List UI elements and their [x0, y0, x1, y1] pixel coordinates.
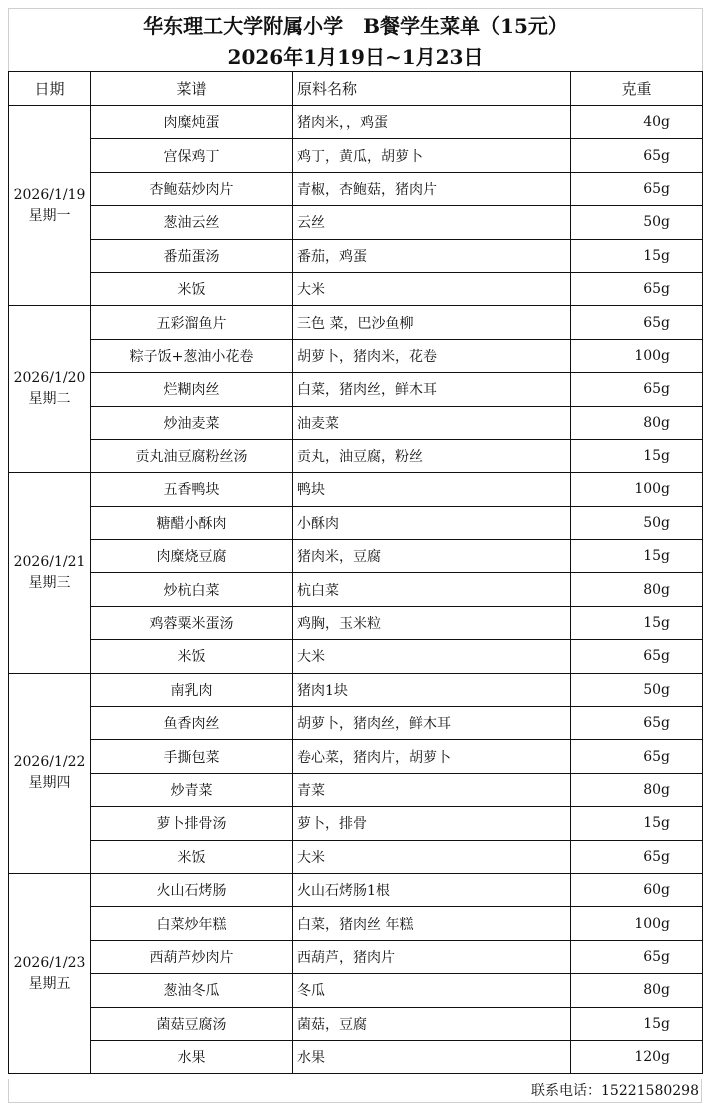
weight: 50g [571, 506, 703, 539]
ingredients: 鸡丁，黄瓜，胡萝卜 [293, 139, 571, 172]
weight: 65g [571, 272, 703, 305]
weight: 15g [571, 439, 703, 472]
dish-name: 杏鲍菇炒肉片 [91, 172, 293, 205]
header-dish: 菜谱 [91, 72, 293, 106]
contact-phone: 联系电话：15221580298 [8, 1079, 702, 1103]
day-weekday: 星期一 [28, 207, 71, 224]
dish-name: 鱼香肉丝 [91, 707, 293, 740]
dish-name: 肉糜烧豆腐 [91, 540, 293, 573]
table-row [9, 940, 703, 973]
dish-name: 炒杭白菜 [91, 573, 293, 606]
ingredients: 猪肉米，豆腐 [293, 540, 571, 573]
dish-name: 宫保鸡丁 [91, 139, 293, 172]
dish-name: 米饭 [91, 640, 293, 673]
day-date-cell [9, 673, 91, 873]
table-row [9, 673, 703, 706]
table-row [9, 506, 703, 539]
weight: 100g [571, 473, 703, 506]
ingredients: 三色 菜，巴沙鱼柳 [293, 306, 571, 339]
dish-name: 烂糊肉丝 [91, 373, 293, 406]
dish-name: 南乳肉 [91, 673, 293, 706]
ingredients: 胡萝卜，猪肉丝，鲜木耳 [293, 707, 571, 740]
ingredients: 大米 [293, 640, 571, 673]
ingredients: 云丝 [293, 206, 571, 239]
table-row [9, 239, 703, 272]
dish-name: 火山石烤肠 [91, 873, 293, 906]
ingredients: 鸡胸，玉米粒 [293, 606, 571, 639]
weight: 15g [571, 606, 703, 639]
weight: 100g [571, 339, 703, 372]
table-row [9, 406, 703, 439]
menu-title: 华东理工大学附属小学 B餐学生菜单（15元） [9, 9, 703, 41]
table-row [9, 773, 703, 806]
table-row [9, 172, 703, 205]
header-date: 日期 [9, 72, 91, 106]
ingredients: 菌菇，豆腐 [293, 1007, 571, 1040]
weight: 65g [571, 172, 703, 205]
weight: 15g [571, 540, 703, 573]
table-row [9, 974, 703, 1007]
day-date: 2026/1/22 [13, 754, 86, 771]
weight: 80g [571, 773, 703, 806]
dish-name: 五香鸭块 [91, 473, 293, 506]
table-row [9, 439, 703, 472]
table-row [9, 339, 703, 372]
weight: 120g [571, 1040, 703, 1073]
table-row [9, 573, 703, 606]
day-date-cell [9, 306, 91, 473]
table-row [9, 873, 703, 906]
table-row [9, 272, 703, 305]
table-row [9, 473, 703, 506]
ingredients: 胡萝卜，猪肉米，花卷 [293, 339, 571, 372]
ingredients: 水果 [293, 1040, 571, 1073]
table-row [9, 807, 703, 840]
table-row [9, 707, 703, 740]
table-row [9, 640, 703, 673]
weight: 65g [571, 306, 703, 339]
ingredients: 贡丸，油豆腐，粉丝 [293, 439, 571, 472]
ingredients: 杭白菜 [293, 573, 571, 606]
dish-name: 米饭 [91, 840, 293, 873]
ingredients: 青椒，杏鲍菇，猪肉片 [293, 172, 571, 205]
weight: 65g [571, 707, 703, 740]
dish-name: 萝卜排骨汤 [91, 807, 293, 840]
dish-name: 葱油云丝 [91, 206, 293, 239]
weight: 80g [571, 406, 703, 439]
weight: 80g [571, 974, 703, 1007]
weight: 65g [571, 740, 703, 773]
weight: 65g [571, 840, 703, 873]
dish-name: 番茄蛋汤 [91, 239, 293, 272]
weight: 50g [571, 206, 703, 239]
weight: 65g [571, 640, 703, 673]
dish-name: 手撕包菜 [91, 740, 293, 773]
dish-name: 西葫芦炒肉片 [91, 940, 293, 973]
weight: 80g [571, 573, 703, 606]
ingredients: 冬瓜 [293, 974, 571, 1007]
dish-name: 五彩溜鱼片 [91, 306, 293, 339]
dish-name: 米饭 [91, 272, 293, 305]
ingredients: 大米 [293, 272, 571, 305]
ingredients: 猪肉米，，鸡蛋 [293, 106, 571, 139]
header-ingredients: 原料名称 [293, 72, 571, 106]
table-row [9, 206, 703, 239]
table-row [9, 606, 703, 639]
day-weekday: 星期二 [28, 391, 71, 408]
table-row [9, 907, 703, 940]
ingredients: 卷心菜，猪肉片，胡萝卜 [293, 740, 571, 773]
ingredients: 火山石烤肠1根 [293, 873, 571, 906]
dish-name: 鸡蓉粟米蛋汤 [91, 606, 293, 639]
weight: 60g [571, 873, 703, 906]
table-row [9, 373, 703, 406]
table-row [9, 1040, 703, 1073]
ingredients: 番茄，鸡蛋 [293, 239, 571, 272]
weight: 40g [571, 106, 703, 139]
menu-sheet [8, 8, 702, 1074]
table-row [9, 540, 703, 573]
day-weekday: 星期五 [28, 975, 71, 992]
weight: 15g [571, 807, 703, 840]
ingredients: 小酥肉 [293, 506, 571, 539]
weight: 15g [571, 1007, 703, 1040]
ingredients: 猪肉1块 [293, 673, 571, 706]
header-weight: 克重 [571, 72, 703, 106]
menu-table [8, 8, 703, 1074]
day-date: 2026/1/19 [13, 186, 86, 203]
weight: 65g [571, 940, 703, 973]
ingredients: 西葫芦，猪肉片 [293, 940, 571, 973]
day-date: 2026/1/20 [13, 370, 86, 387]
day-date-cell [9, 106, 91, 306]
day-weekday: 星期三 [28, 574, 71, 591]
table-row [9, 1007, 703, 1040]
dish-name: 贡丸油豆腐粉丝汤 [91, 439, 293, 472]
dish-name: 白菜炒年糕 [91, 907, 293, 940]
table-row [9, 840, 703, 873]
ingredients: 油麦菜 [293, 406, 571, 439]
weight: 65g [571, 139, 703, 172]
table-row [9, 306, 703, 339]
day-date: 2026/1/21 [13, 553, 86, 570]
weight: 15g [571, 239, 703, 272]
dish-name: 葱油冬瓜 [91, 974, 293, 1007]
dish-name: 炒油麦菜 [91, 406, 293, 439]
day-date: 2026/1/23 [13, 954, 86, 971]
ingredients: 萝卜，排骨 [293, 807, 571, 840]
ingredients: 白菜，猪肉丝，鲜木耳 [293, 373, 571, 406]
ingredients: 大米 [293, 840, 571, 873]
weight: 100g [571, 907, 703, 940]
table-row [9, 740, 703, 773]
menu-body [9, 106, 703, 1074]
dish-name: 菌菇豆腐汤 [91, 1007, 293, 1040]
dish-name: 水果 [91, 1040, 293, 1073]
weight: 50g [571, 673, 703, 706]
dish-name: 炒青菜 [91, 773, 293, 806]
ingredients: 青菜 [293, 773, 571, 806]
day-date-cell [9, 473, 91, 673]
table-row [9, 139, 703, 172]
menu-date-range: 2026年1月19日~1月23日 [9, 40, 703, 72]
dish-name: 粽子饭+葱油小花卷 [91, 339, 293, 372]
day-weekday: 星期四 [28, 775, 71, 792]
dish-name: 肉糜炖蛋 [91, 106, 293, 139]
table-row [9, 106, 703, 139]
day-date-cell [9, 873, 91, 1073]
dish-name: 糖醋小酥肉 [91, 506, 293, 539]
weight: 65g [571, 373, 703, 406]
ingredients: 鸭块 [293, 473, 571, 506]
ingredients: 白菜，猪肉丝 年糕 [293, 907, 571, 940]
